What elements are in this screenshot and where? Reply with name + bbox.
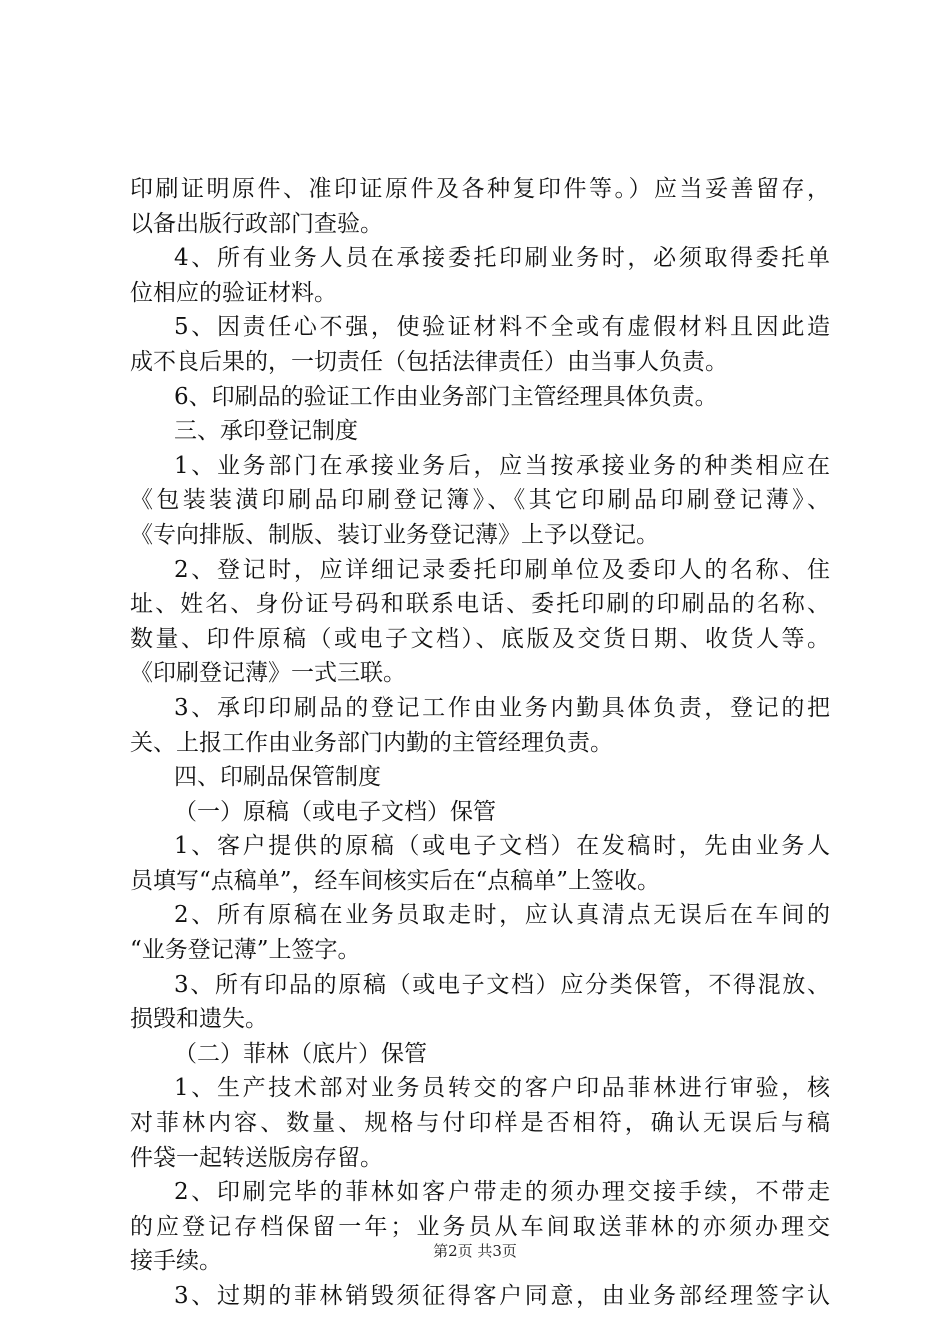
text-line: 3、过期的菲林销毁须征得客户同意，由业务部经理签字认 xyxy=(174,1283,830,1309)
text-line: 《印刷登记薄》一式三联。 xyxy=(130,660,406,687)
text-line: 2、登记时，应详细记录委托印刷单位及委印人的名称、住 xyxy=(174,556,830,583)
text-line: 址、姓名、身份证号码和联系电话、委托印刷的印刷品的名称、 xyxy=(130,591,830,618)
text-line: 三、承印登记制度 xyxy=(174,418,358,445)
text-line: （一）原稿（或电子文档）保管 xyxy=(174,798,496,825)
text-line: 5、因责任心不强，使验证材料不全或有虚假材料且因此造 xyxy=(174,314,830,341)
text-line: （二）菲林（底片）保管 xyxy=(174,1040,427,1067)
text-line: 对菲林内容、数量、规格与付印样是否相符，确认无误后与稿 xyxy=(130,1110,830,1137)
text-line: 1、业务部门在承接业务后，应当按承接业务的种类相应在 xyxy=(174,452,830,479)
text-line: 1、生产技术部对业务员转交的客户印品菲林进行审验，核 xyxy=(174,1075,830,1102)
text-line: 1、客户提供的原稿（或电子文档）在发稿时，先由业务人 xyxy=(174,833,830,860)
text-line: 《专向排版、制版、装订业务登记薄》上予以登记。 xyxy=(130,521,659,548)
text-line: 四、印刷品保管制度 xyxy=(174,764,381,791)
text-line: 员填写“点稿单”，经车间核实后在“点稿单”上签收。 xyxy=(130,867,661,894)
text-line: 关、上报工作由业务部门内勤的主管经理负责。 xyxy=(130,729,613,756)
page-footer: 第2页 共3页 xyxy=(433,1242,517,1260)
document-body xyxy=(130,172,830,1314)
text-line: 6、印刷品的验证工作由业务部门主管经理具体负责。 xyxy=(174,383,718,410)
text-line: 印刷证明原件、准印证原件及各种复印件等。）应当妥善留存， xyxy=(130,176,830,202)
text-line: 2、印刷完毕的菲林如客户带走的须办理交接手续，不带走 xyxy=(174,1179,830,1206)
text-line: 《包装装潢印刷品印刷登记簿》、《其它印刷品印刷登记薄》、 xyxy=(130,487,830,514)
text-line: 2、所有原稿在业务员取走时，应认真清点无误后在车间的 xyxy=(174,902,830,929)
text-line: 3、承印印刷品的登记工作由业务内勤具体负责，登记的把 xyxy=(174,694,830,721)
text-line: 数量、印件原稿（或电子文档）、底版及交货日期、收货人等。 xyxy=(130,625,830,652)
text-line: 的应登记存档保留一年；业务员从车间取送菲林的亦须办理交 xyxy=(130,1213,830,1240)
text-line: 损毁和遗失。 xyxy=(130,1006,268,1033)
text-line: 件袋一起转送版房存留。 xyxy=(130,1144,383,1171)
text-line: 接手续。 xyxy=(130,1248,222,1275)
text-line: 4、所有业务人员在承接委托印刷业务时，必须取得委托单 xyxy=(174,245,830,272)
text-line: 以备出版行政部门查验。 xyxy=(130,210,383,237)
text-line: 成不良后果的，一切责任（包括法律责任）由当事人负责。 xyxy=(130,348,728,375)
text-line: “业务登记薄”上签字。 xyxy=(130,937,361,964)
text-line: 3、所有印品的原稿（或电子文档）应分类保管，不得混放、 xyxy=(174,971,830,998)
text-line: 位相应的验证材料。 xyxy=(130,279,337,306)
